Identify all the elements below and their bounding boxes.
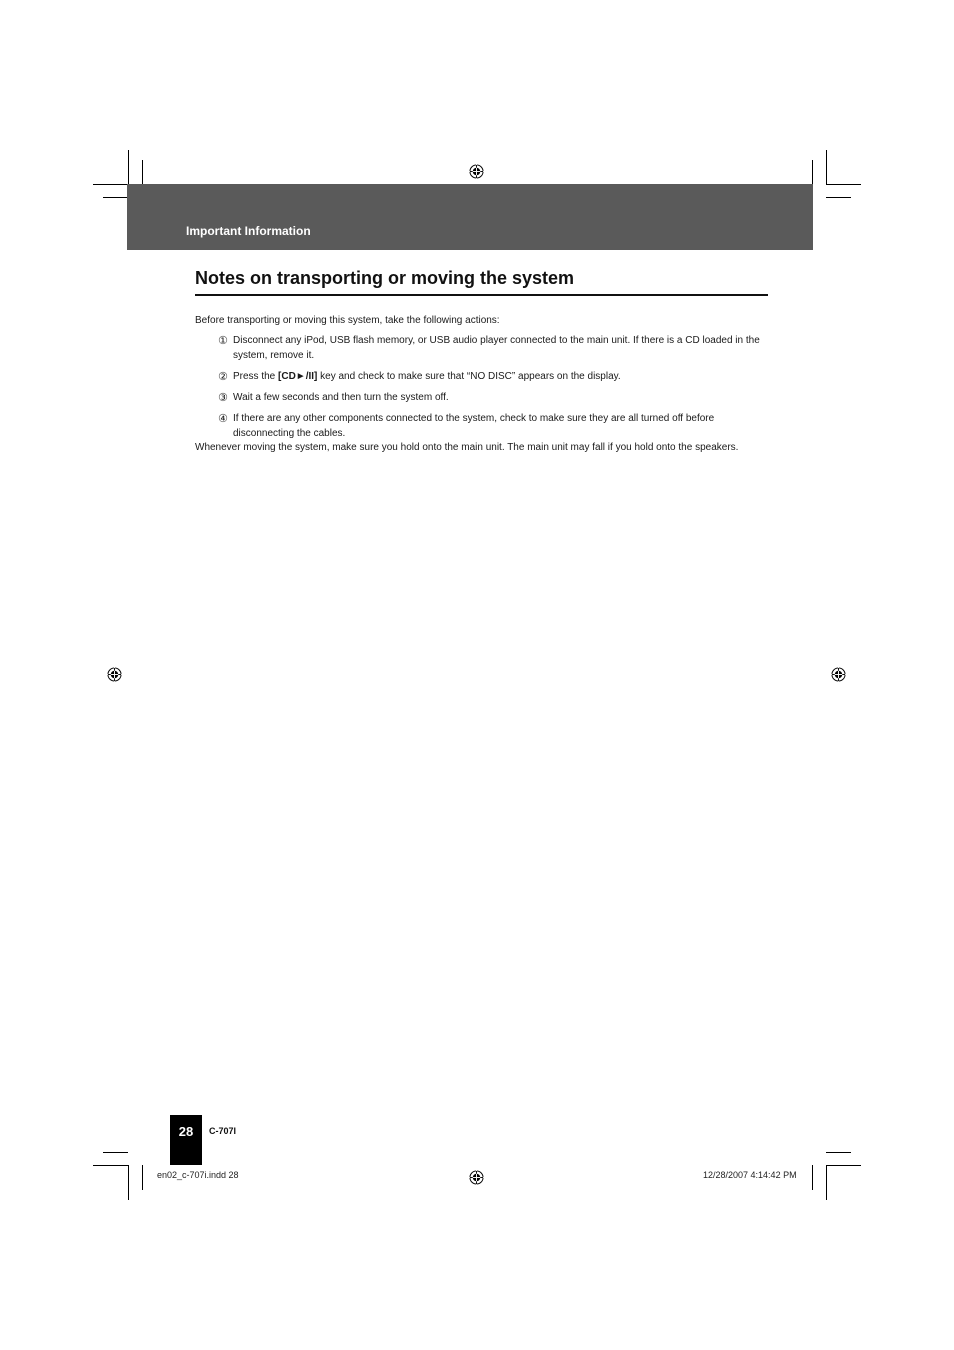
- step-number: ②: [218, 370, 228, 383]
- steps-list: [195, 333, 770, 447]
- crop-mark: [128, 150, 129, 185]
- list-item: [195, 411, 770, 441]
- step-text-before: Press the: [233, 371, 279, 382]
- model-name: C-707I: [209, 1126, 237, 1136]
- registration-mark-icon: [107, 667, 122, 682]
- page-number: 28: [170, 1115, 202, 1165]
- crop-mark: [103, 197, 128, 198]
- section-title: Important Information: [186, 224, 311, 238]
- step-number: ①: [218, 334, 228, 347]
- list-item: [195, 369, 770, 384]
- crop-mark: [826, 1165, 861, 1166]
- heading-rule: [195, 294, 768, 296]
- crop-mark: [128, 1165, 129, 1200]
- crop-mark: [812, 160, 813, 185]
- intro-paragraph: Before transporting or moving this system, take the following actions:: [195, 315, 500, 326]
- registration-mark-icon: [469, 1170, 484, 1185]
- crop-mark: [826, 1165, 827, 1200]
- play-pause-key-label: [CD►/II]: [278, 371, 318, 382]
- crop-mark: [812, 1165, 813, 1190]
- crop-mark: [142, 160, 143, 185]
- step-text: If there are any other components connected to the system, check to make sure they are all turned off before disconnecting the cables.: [233, 413, 715, 439]
- list-item: [195, 390, 770, 405]
- crop-mark: [142, 1165, 143, 1190]
- timestamp-slug: 12/28/2007 4:14:42 PM: [703, 1170, 797, 1180]
- crop-mark: [826, 150, 827, 185]
- list-item: [195, 333, 770, 363]
- step-text: Wait a few seconds and then turn the system off.: [233, 392, 449, 403]
- page-heading: Notes on transporting or moving the system: [195, 268, 575, 288]
- crop-mark: [93, 1165, 128, 1166]
- step-text: Disconnect any iPod, USB flash memory, or USB audio player connected to the main unit. If there is a CD loaded in the system, remove it.: [233, 335, 760, 361]
- header-band: [127, 184, 813, 250]
- registration-mark-icon: [469, 164, 484, 179]
- step-number: ④: [218, 412, 228, 425]
- crop-mark: [826, 197, 851, 198]
- step-text-after: key and check to make sure that “NO DISC” appears on the display.: [317, 371, 621, 382]
- crop-mark: [93, 184, 128, 185]
- crop-mark: [826, 184, 861, 185]
- file-slug: en02_c-707i.indd 28: [157, 1170, 239, 1180]
- closing-paragraph: Whenever moving the system, make sure you hold onto the main unit. The main unit may fall if you hold onto the speakers.: [195, 442, 739, 453]
- step-number: ③: [218, 391, 228, 404]
- registration-mark-icon: [831, 667, 846, 682]
- crop-mark: [826, 1152, 851, 1153]
- crop-mark: [103, 1152, 128, 1153]
